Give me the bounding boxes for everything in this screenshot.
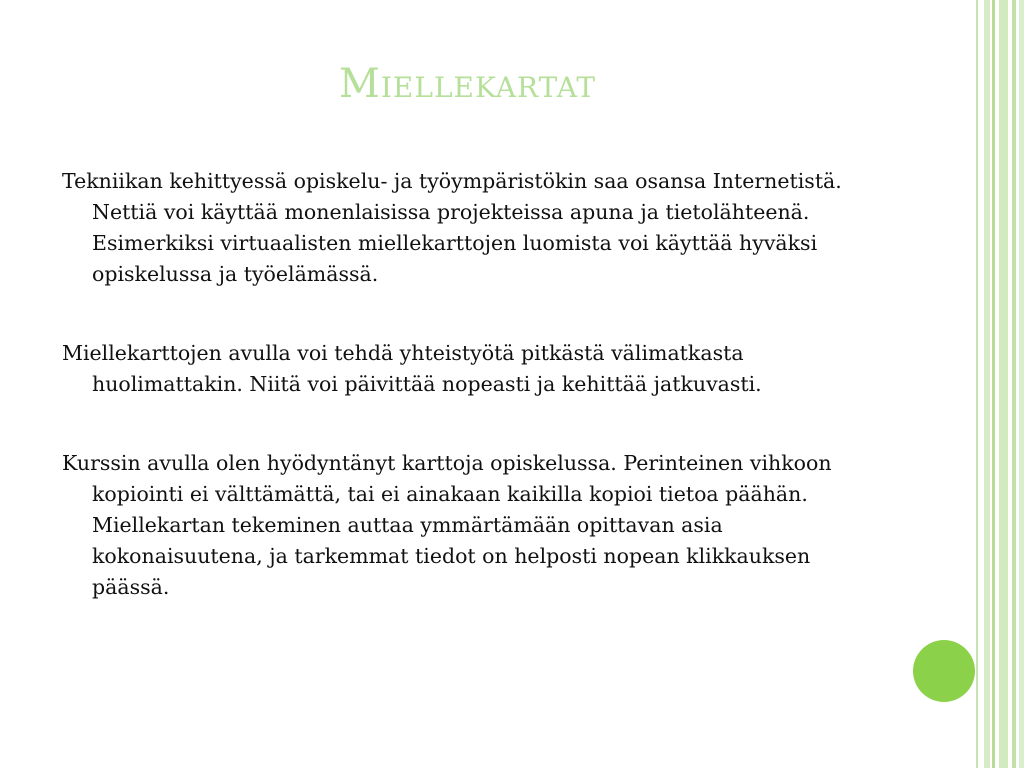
decorative-stripe [976, 0, 978, 768]
accent-circle [913, 640, 975, 702]
body-paragraph: Kurssin avulla olen hyödyntänyt karttoja opiskelussa. Perinteinen vihkoon kopiointi ei välttämättä, tai ei ainakaan kaikilla kopioi tietoa päähän. Miellekartan tekeminen auttaa ymmärtämään opittavan asia kokonaisuutena, ja tarkemmat tiedot on helposti nopean klikkauksen päässä. [62, 451, 832, 599]
decorative-stripe [999, 0, 1008, 768]
body-paragraph: Miellekarttojen avulla voi tehdä yhteistyötä pitkästä välimatkasta huolimattakin. Niitä voi päivittää nopeasti ja kehittää jatkuvasti. [62, 341, 762, 396]
decorative-stripe [984, 0, 990, 768]
slide-title: Miellekartat [338, 61, 597, 107]
decorative-stripe [1019, 0, 1024, 768]
slide-body [62, 166, 882, 651]
decorative-stripe [1012, 0, 1016, 768]
body-paragraph: Tekniikan kehittyessä opiskelu- ja työympäristökin saa osansa Internetistä. Nettiä voi käyttää monenlaisissa projekteissa apuna ja tietolähteenä. Esimerkiksi virtuaalisten miellekarttojen luomista voi käyttää hyväksi opiskelussa ja työelämässä. [62, 169, 842, 286]
decorative-stripe [992, 0, 995, 768]
